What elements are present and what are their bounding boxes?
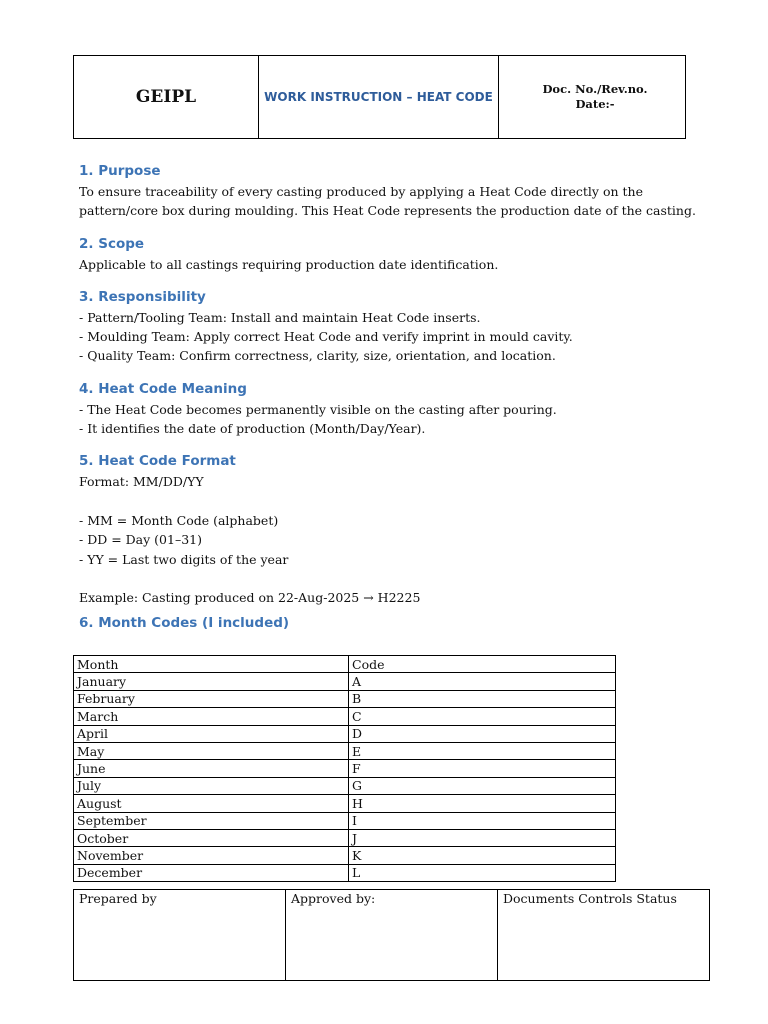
document-body [79,160,699,634]
table-row [74,795,616,812]
list-item: - MM = Month Code (alphabet) [79,512,279,528]
meaning-section [79,378,699,439]
month-cell: January [74,673,349,690]
code-cell: I [349,812,616,829]
column-header: Code [349,656,616,673]
company-name: GEIPL [74,56,259,138]
table-header-row [74,656,616,673]
table-row [74,864,616,881]
code-cell: B [349,690,616,707]
month-cell: April [74,725,349,742]
prepared-by-cell: Prepared by [74,890,286,981]
table-row [74,673,616,690]
month-cell: May [74,742,349,759]
scope-text: Applicable to all castings requiring production date identification. [79,256,499,272]
signoff-row [74,890,710,981]
list-item: - Pattern/Tooling Team: Install and maintain Heat Code inserts. [79,309,481,325]
code-cell: D [349,725,616,742]
section-heading: 5. Heat Code Format [79,453,236,470]
responsibility-section [79,286,699,366]
code-cell: J [349,829,616,846]
section-heading: 3. Responsibility [79,288,206,305]
month-codes-table [73,655,616,882]
code-cell: E [349,742,616,759]
code-cell: H [349,795,616,812]
month-cell: August [74,795,349,812]
month-cell: February [74,690,349,707]
table-row [74,812,616,829]
approved-by-cell: Approved by: [286,890,498,981]
code-cell: K [349,847,616,864]
list-item: - Moulding Team: Apply correct Heat Code and verify imprint in mould cavity. [79,329,573,345]
code-cell: L [349,864,616,881]
list-item: - DD = Day (01–31) [79,532,202,548]
section-heading: 2. Scope [79,235,145,252]
column-header: Month [74,656,349,673]
table-row [74,829,616,846]
section-heading: 4. Heat Code Meaning [79,380,247,397]
code-cell: G [349,777,616,794]
month-cell: June [74,760,349,777]
month-codes-heading: 6. Month Codes (I included) [79,615,290,632]
list-item: - Quality Team: Confirm correctness, clarity, size, orientation, and location. [79,348,556,364]
format-section [79,450,699,607]
table-row [74,725,616,742]
example-line: Example: Casting produced on 22-Aug-2025 → H2225 [79,590,421,606]
month-cell: October [74,829,349,846]
table-row [74,690,616,707]
list-item: - It identifies the date of production (Month/Day/Year). [79,421,426,437]
section-heading: 1. Purpose [79,163,161,179]
table-row [74,847,616,864]
format-line: Format: MM/DD/YY [79,474,204,490]
purpose-section [79,160,699,221]
code-cell: F [349,760,616,777]
list-item: - YY = Last two digits of the year [79,551,289,567]
code-cell: C [349,708,616,725]
signoff-table [73,889,710,981]
table-row [74,777,616,794]
list-item: - The Heat Code becomes permanently visible on the casting after pouring. [79,401,557,417]
purpose-text: To ensure traceability of every casting produced by applying a Heat Code directly on the pattern/core box during moulding. This Heat Code represents the production date of the casting. [79,184,696,219]
document-status-cell: Documents Controls Status [498,890,710,981]
date-label: Date:- [575,97,615,111]
table-row [74,708,616,725]
scope-section [79,233,699,274]
table-row [74,742,616,759]
month-cell: March [74,708,349,725]
doc-number-label: Doc. No./Rev.no. [542,82,648,96]
month-cell: December [74,864,349,881]
table-row [74,760,616,777]
document-title: WORK INSTRUCTION – HEAT CODE [259,56,499,138]
month-cell: July [74,777,349,794]
month-cell: September [74,812,349,829]
doc-meta [499,56,685,138]
document-header [73,55,686,139]
code-cell: A [349,673,616,690]
month-cell: November [74,847,349,864]
